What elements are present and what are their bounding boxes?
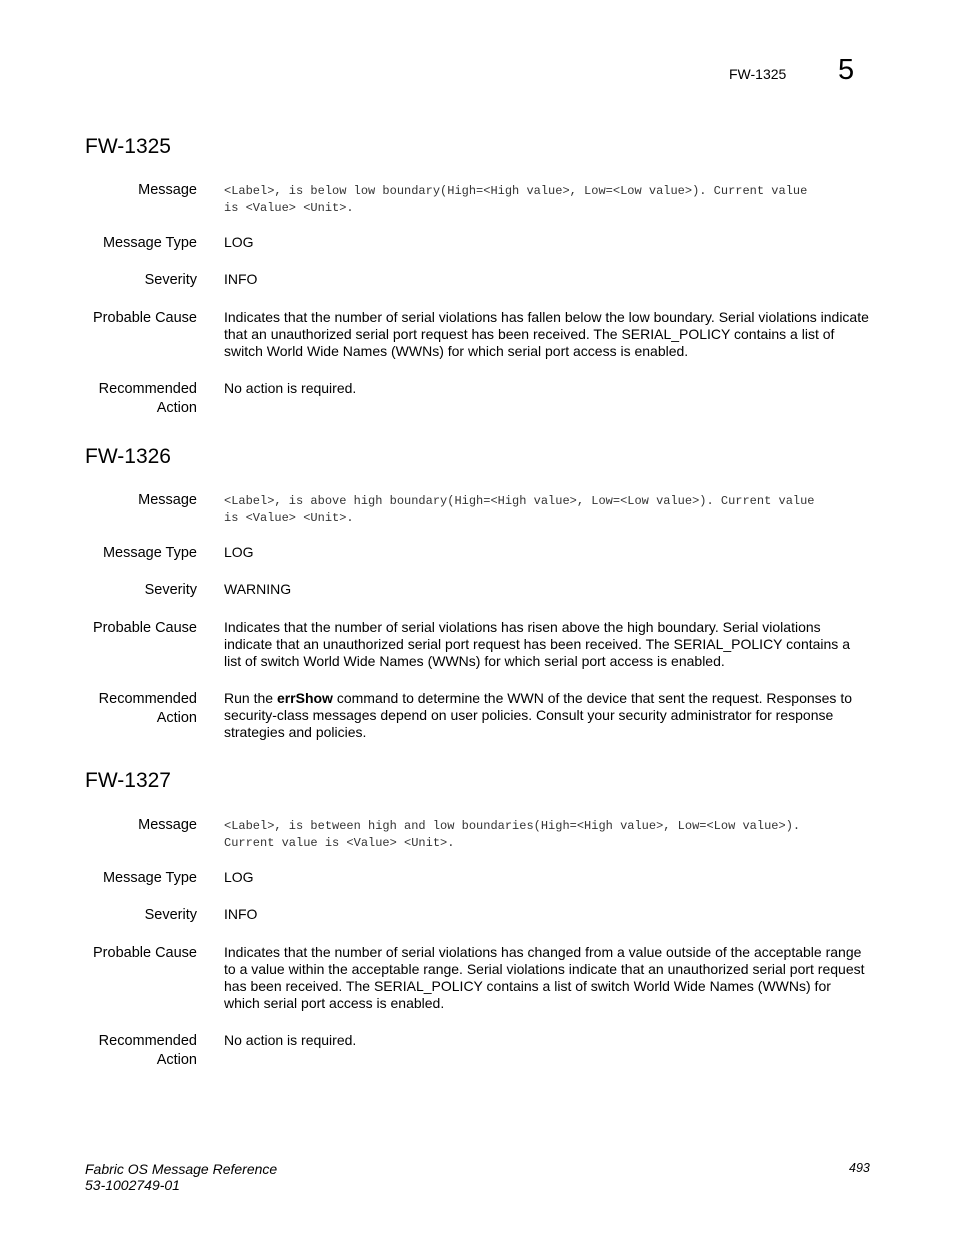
label-line: Recommended (98, 1033, 197, 1049)
message-type-label: Message Type (102, 870, 197, 886)
probable-cause-label: Probable Cause (93, 945, 197, 961)
label-line: Action (156, 400, 197, 416)
message-line: is <Value> <Unit>. (224, 200, 354, 215)
section-title: FW-1327 (85, 769, 171, 792)
page-number: 493 (849, 1161, 870, 1175)
message-line: Current value is <Value> <Unit>. (224, 835, 455, 850)
probable-cause-label: Probable Cause (93, 620, 197, 636)
message-line: is <Value> <Unit>. (224, 510, 354, 525)
action-text: command to determine the WWN of the device that sent the request. Responses to security-class messages depend on user policies. Consult your security administrator for response strategies and policies. (224, 690, 852, 740)
doc-number: 53-1002749-01 (85, 1177, 180, 1193)
label-line: Action (156, 1052, 197, 1068)
book-title: Fabric OS Message Reference (85, 1161, 278, 1177)
probable-cause-value: Indicates that the number of serial violations has changed from a value outside of the acceptable range to a value within the acceptable range. Serial violations indicate that an unauthorized serial port request has been received. The SERIAL_POLICY contains a list of switch World Wide Names (WWNs) for which serial port access is enabled. (224, 944, 865, 1011)
message-line: <Label>, is below low boundary(High=<High value>, Low=<Low value>). Current value (224, 184, 808, 198)
recommended-action-label (47, 1032, 197, 1070)
severity-label: Severity (144, 582, 197, 598)
recommended-action-label (47, 380, 197, 418)
message-label: Message (138, 817, 197, 833)
recommended-action-value: No action is required. (224, 380, 357, 396)
label-line: Recommended (98, 691, 197, 707)
command-name: errShow (276, 690, 333, 706)
message-line: <Label>, is above high boundary(High=<High value>, Low=<Low value>). Current value (224, 494, 815, 508)
label-line: Action (156, 710, 197, 726)
footer-left (85, 1161, 277, 1193)
severity-label: Severity (144, 272, 197, 288)
probable-cause-value: Indicates that the number of serial violations has fallen below the low boundary. Serial violations indicate that an unauthorized serial port request has been received. The SERIAL_POLICY contains a list of switch World Wide Names (WWNs) for which serial port access is enabled. (224, 309, 869, 359)
action-text: Run the (224, 690, 277, 706)
message-type-value: LOG (224, 234, 254, 250)
chapter-number: 5 (838, 54, 855, 86)
recommended-action-value: No action is required. (224, 1032, 357, 1048)
message-type-value: LOG (224, 869, 254, 885)
message-value (224, 183, 870, 216)
severity-label: Severity (144, 907, 197, 923)
label-line: Recommended (98, 381, 197, 397)
severity-value: WARNING (224, 581, 292, 597)
message-label: Message (138, 182, 197, 198)
message-value (224, 493, 870, 526)
message-label: Message (138, 492, 197, 508)
message-value (224, 818, 870, 851)
recommended-action-label (47, 690, 197, 728)
message-type-label: Message Type (102, 545, 197, 561)
section-title: FW-1325 (85, 135, 171, 158)
section-title: FW-1326 (85, 445, 171, 468)
probable-cause-value: Indicates that the number of serial violations has risen above the high boundary. Serial violations indicate that an unauthorized serial port request has been received. The SERIAL_POLICY contains a list of switch World Wide Names (WWNs) for which serial port access is enabled. (224, 619, 850, 669)
running-title: FW-1325 (729, 66, 787, 82)
recommended-action-value (224, 690, 870, 741)
message-type-label: Message Type (102, 235, 197, 251)
message-type-value: LOG (224, 544, 254, 560)
message-line: <Label>, is between high and low boundaries(High=<High value>, Low=<Low value>). (224, 819, 801, 833)
severity-value: INFO (224, 271, 258, 287)
severity-value: INFO (224, 906, 258, 922)
probable-cause-label: Probable Cause (93, 310, 197, 326)
